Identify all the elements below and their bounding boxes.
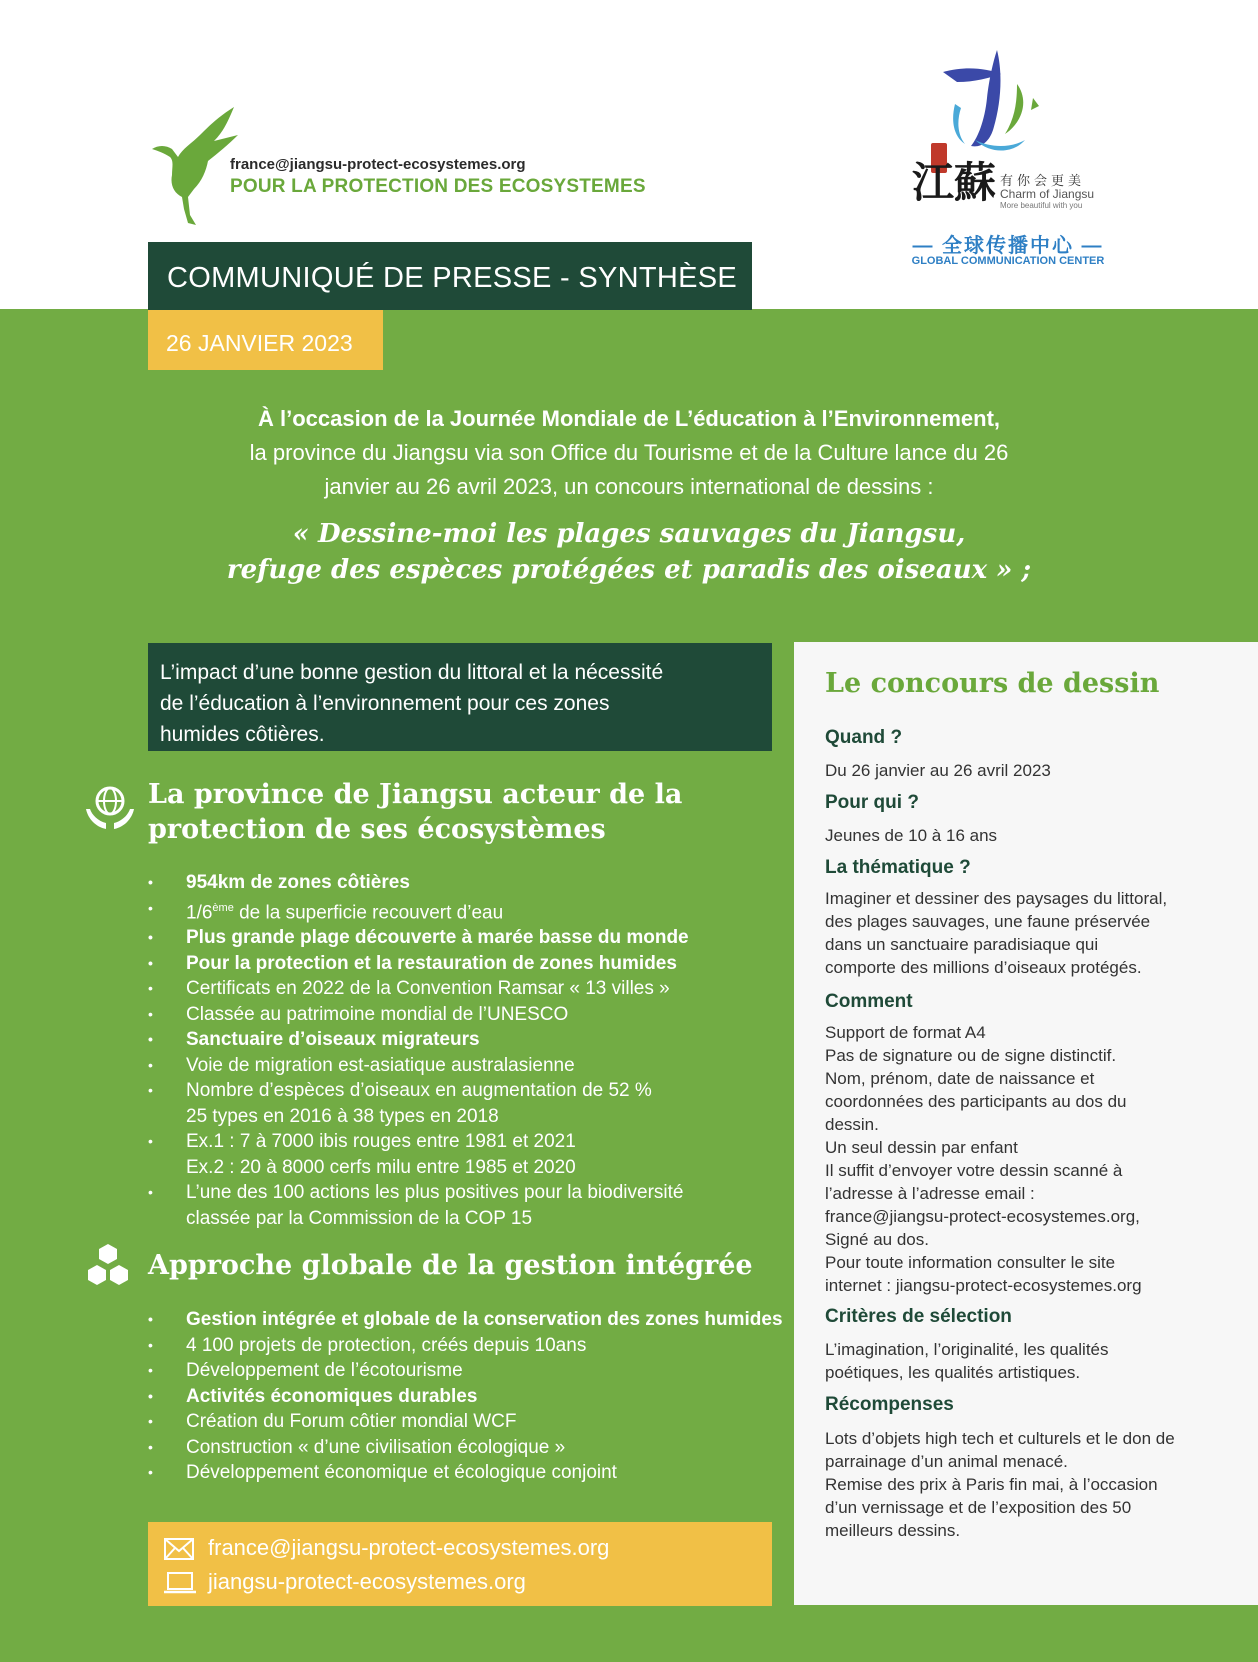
- press-release-title: COMMUNIQUÉ DE PRESSE - SYNTHÈSE: [148, 242, 752, 310]
- comment-line: Il suffit d’envoyer votre dessin scanné à: [825, 1161, 1123, 1180]
- theme-line: comporte des millions d’oiseaux protégés.: [825, 958, 1142, 977]
- list-item: Ex.2 : 20 à 8000 cerfs milu entre 1985 et 2020: [186, 1156, 576, 1178]
- panel-heading-criteres: Critères de sélection: [825, 1306, 1012, 1327]
- comment-line: Signé au dos.: [825, 1230, 929, 1249]
- list-item: [148, 896, 689, 926]
- impact-line-2: de l’éducation à l’environnement pour ces zones: [160, 692, 610, 715]
- impact-line-1: L’impact d’une bonne gestion du littoral et la nécessité: [160, 661, 664, 684]
- intro-line-2: la province du Jiangsu via son Office du Tourisme et de la Culture lance du 26: [249, 440, 1009, 465]
- list-item: • Pour la protection et la restauration de zones humides: [148, 951, 689, 977]
- comment-line: internet : jiangsu-protect-ecosystemes.org: [825, 1276, 1142, 1295]
- comment-line: Pour toute information consulter le site: [825, 1253, 1116, 1272]
- list-item-rest: de la superficie recouvert d’eau: [233, 901, 504, 923]
- logo-cn-center: — 全球传播中心 —: [912, 235, 1104, 257]
- theme-line: dans un sanctuaire paradisiaque qui: [825, 935, 1099, 954]
- list-item: • Création du Forum côtier mondial WCF: [148, 1409, 783, 1435]
- comment-line: Un seul dessin par enfant: [825, 1138, 1018, 1157]
- intro-line-3: janvier au 26 avril 2023, un concours international de dessins :: [324, 474, 934, 499]
- section1-title: [148, 777, 682, 847]
- logo-brush-text: 江蘇: [912, 158, 997, 207]
- list-item: • Ex.1 : 7 à 7000 ibis rouges entre 1981 et 2021: [148, 1129, 689, 1155]
- globe-hands-icon: [84, 783, 136, 831]
- logo-en-center: GLOBAL COMMUNICATION CENTER: [911, 255, 1105, 267]
- list-item: 25 types en 2016 à 38 types en 2018: [186, 1105, 499, 1127]
- panel-heading-comment: Comment: [825, 991, 913, 1012]
- intro-line-1: À l’occasion de la Journée Mondiale de L’éducation à l’Environnement,: [257, 406, 1001, 431]
- section1-title-line-1: La province de Jiangsu acteur de la: [148, 779, 683, 810]
- list-item: classée par la Commission de la COP 15: [186, 1207, 533, 1229]
- quote-line-2: refuge des espèces protégées et paradis des oiseaux » ;: [226, 555, 1032, 585]
- comment-line: l’adresse à l’adresse email :: [825, 1184, 1035, 1203]
- list-item: • 4 100 projets de protection, créés depuis 10ans: [148, 1333, 783, 1359]
- list-item: • 954km de zones côtières: [148, 870, 689, 896]
- panel-text-criteres: [825, 1338, 1215, 1384]
- list-item: • Plus grande plage découverte à marée basse du monde: [148, 925, 689, 951]
- contact-email-link[interactable]: france@jiangsu-protect-ecosystemes.org: [208, 1535, 610, 1560]
- panel-text-pourqui: Jeunes de 10 à 16 ans: [825, 826, 998, 845]
- comment-line: coordonnées des participants au dos du: [825, 1092, 1127, 1111]
- criteres-line: L’imagination, l’originalité, les qualités: [825, 1340, 1109, 1359]
- list-item: • Développement économique et écologique conjoint: [148, 1460, 783, 1486]
- panel-heading-theme: La thématique ?: [825, 857, 971, 878]
- section1-title-line-2: protection de ses écosystèmes: [148, 814, 606, 845]
- list-item: • Voie de migration est-asiatique australasienne: [148, 1053, 689, 1079]
- panel-text-comment: [825, 1021, 1215, 1297]
- intro-text: [148, 402, 1110, 504]
- theme-line: Imaginer et dessiner des paysages du littoral,: [825, 889, 1168, 908]
- header-org-name: POUR LA PROTECTION DES ECOSYSTEMES: [230, 176, 646, 197]
- comment-line: Pas de signature ou de signe distinctif.: [825, 1046, 1117, 1065]
- criteres-line: poétiques, les qualités artistiques.: [825, 1363, 1081, 1382]
- panel-heading-pourqui: Pour qui ?: [825, 792, 919, 813]
- recomp-line: d’un vernissage et de l’exposition des 50: [825, 1498, 1132, 1517]
- impact-line-3: humides côtières.: [160, 723, 325, 746]
- comment-line: france@jiangsu-protect-ecosystemes.org,: [825, 1207, 1140, 1226]
- recomp-line: parrainage d’un animal menacé.: [825, 1452, 1068, 1471]
- hexagons-icon: [84, 1243, 132, 1287]
- list-item: • Sanctuaire d’oiseaux migrateurs: [148, 1027, 689, 1053]
- contact-website-link[interactable]: jiangsu-protect-ecosystemes.org: [208, 1569, 526, 1594]
- section1-list: [148, 870, 689, 1231]
- logo-en-tagline: More beautiful with you: [1000, 201, 1083, 210]
- recomp-line: meilleurs dessins.: [825, 1521, 961, 1540]
- panel-heading-recompenses: Récompenses: [825, 1394, 954, 1415]
- comment-line: Support de format A4: [825, 1023, 986, 1042]
- comment-line: dessin.: [825, 1115, 879, 1134]
- list-item-text: 1/6: [186, 901, 213, 923]
- contact-box: [148, 1522, 772, 1606]
- panel-text-quand: Du 26 janvier au 26 avril 2023: [825, 761, 1051, 780]
- list-item: • L’une des 100 actions les plus positives pour la biodiversité: [148, 1180, 689, 1206]
- laptop-icon: [164, 1572, 196, 1594]
- contest-quote: [148, 516, 1110, 588]
- section2-title: Approche globale de la gestion intégrée: [148, 1250, 753, 1281]
- panel-text-recompenses: [825, 1427, 1215, 1542]
- recomp-line: Remise des prix à Paris fin mai, à l’occasion: [825, 1475, 1158, 1494]
- list-item: • Certificats en 2022 de la Convention Ramsar « 13 villes »: [148, 976, 689, 1002]
- list-item: • Nombre d’espèces d’oiseaux en augmentation de 52 %: [148, 1078, 689, 1104]
- crane-logo-icon: [148, 105, 240, 227]
- quote-line-1: « Dessine-moi les plages sauvages du Jiangsu,: [292, 519, 966, 549]
- theme-line: des plages sauvages, une faune préservée: [825, 912, 1151, 931]
- list-item: • Développement de l’écotourisme: [148, 1358, 783, 1384]
- impact-box: [148, 643, 772, 751]
- section2-list: [148, 1307, 783, 1486]
- release-date: 26 JANVIER 2023: [148, 310, 383, 370]
- logo-cn-slogan: 有你会更美: [1000, 173, 1086, 188]
- list-item: • Gestion intégrée et globale de la conservation des zones humides: [148, 1307, 783, 1333]
- envelope-icon: [164, 1538, 194, 1560]
- list-item: • Construction « d’une civilisation écologique »: [148, 1435, 783, 1461]
- list-item: • Classée au patrimoine mondial de l’UNESCO: [148, 1002, 689, 1028]
- panel-text-theme: [825, 887, 1215, 979]
- list-item: • Activités économiques durables: [148, 1384, 783, 1410]
- panel-title: Le concours de dessin: [825, 668, 1160, 699]
- logo-en-slogan: Charm of Jiangsu: [1000, 187, 1095, 201]
- recomp-line: Lots d’objets high tech et culturels et le don de: [825, 1429, 1175, 1448]
- comment-line: Nom, prénom, date de naissance et: [825, 1069, 1095, 1088]
- panel-heading-quand: Quand ?: [825, 727, 903, 748]
- header-email: france@jiangsu-protect-ecosystemes.org: [230, 156, 526, 173]
- list-item-sup: ème: [212, 901, 234, 914]
